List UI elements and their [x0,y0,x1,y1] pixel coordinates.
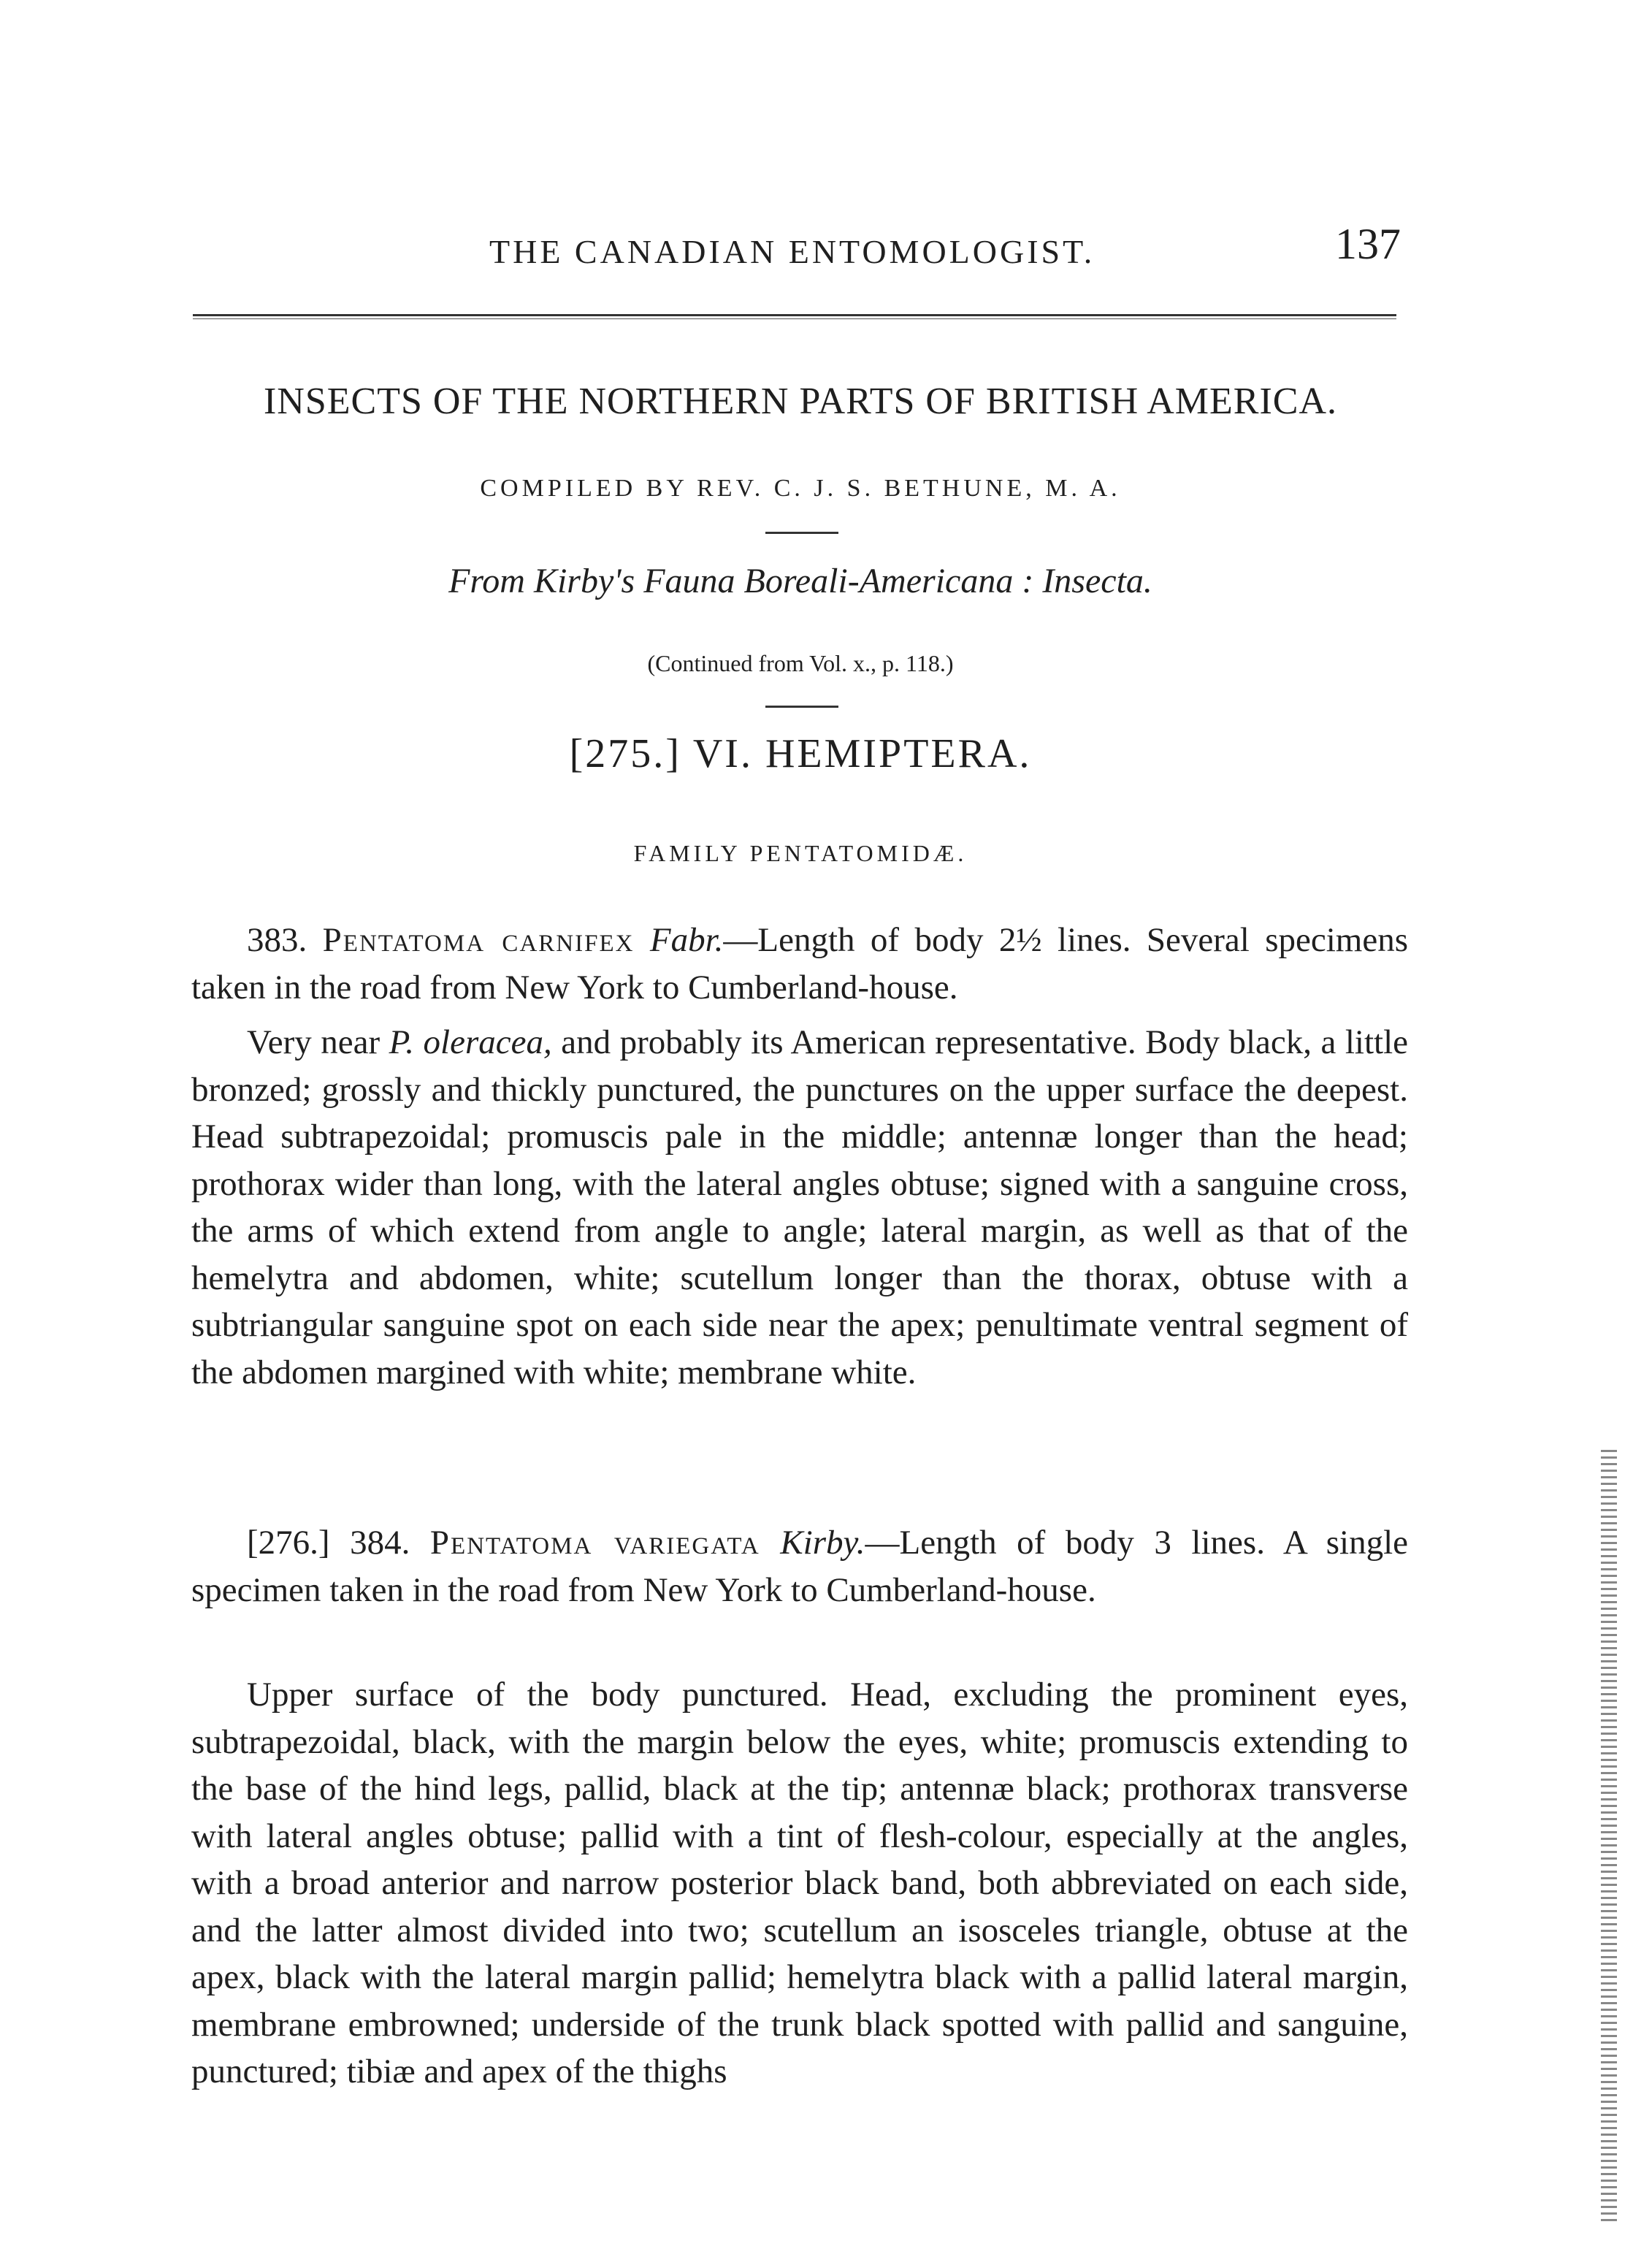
species-name: Pentatoma carnifex [322,921,635,959]
continued-note: (Continued from Vol. x., p. 118.) [647,650,954,676]
page-reference: [276.] [247,1524,330,1562]
family-heading: FAMILY PENTATOMIDÆ. [633,840,968,866]
scan-edge-artifact [1601,1450,1617,2224]
entry-summary: —Length of body 2½ lines. Several specimens taken in the road from New York to Cumberland-house. [191,921,1409,1007]
entry-number: 383. [247,921,307,959]
order-heading: [275.] VI. HEMIPTERA. [569,731,1032,776]
entry-384-summary [191,1519,1408,1613]
source-line: From Kirby's Fauna Boreali-Americana : Insecta. [448,562,1152,600]
divider-rule [765,706,838,708]
running-head: THE CANADIAN ENTOMOLOGIST. [489,233,1095,270]
entry-number: 384. [350,1524,410,1562]
entry-summary: —Length of body 3 lines. A single specimen taken in the road from New York to Cumberland-house. [191,1524,1409,1609]
species-authority: Fabr. [649,921,724,959]
divider-rule [765,532,838,534]
entry-383-description [191,1019,1408,1396]
compiled-by: COMPILED BY REV. C. J. S. BETHUNE, M. A. [480,475,1121,502]
description-start: Very near [247,1023,389,1061]
compared-species: P. oleracea, [389,1023,552,1061]
entry-383-summary [191,917,1408,1011]
species-name: Pentatoma variegata [429,1524,760,1562]
entry-384-description: Upper surface of the body punctured. Head, excluding the prominent eyes, subtrapezoidal, black, with the margin below the eyes, white; promuscis extending to the base of the hind legs, pallid, black at the tip; antennæ black; prothorax transverse with lateral angles obtuse; pallid with a tint of flesh-colour, especially at the angles, with a broad anterior and narrow posterior black band, both abbreviated on each side, and the latter almost divided into two; scutellum an isosceles triangle, obtuse at the apex, black with the lateral margin pallid; hemelytra black with a pallid lateral margin, membrane embrowned; underside of the trunk black spotted with pallid and sanguine, punctured; tibiæ and apex of the thighs [191,1676,1408,2090]
header-rule [193,314,1396,319]
entry-description: and probably its American representative. Body black, a little bronzed; grossly and thickly punctured, the punctures on the upper surface the deepest. Head subtrapezoidal; promuscis pale in the middle; antennæ longer than the head; prothorax wider than long, with the lateral angles obtuse; signed with a sanguine cross, the arms of which extend from angle to angle; lateral margin, as well as that of the hemelytra and abdomen, white; scutellum longer than the thorax, obtuse with a subtriangular sanguine spot on each side near the apex; penultimate ventral segment of the abdomen margined with white; membrane white. [191,1023,1408,1391]
page-number: 137 [1335,220,1401,268]
article-title: INSECTS OF THE NORTHERN PARTS OF BRITISH AMERICA. [263,381,1338,422]
species-authority: Kirby. [780,1524,865,1562]
